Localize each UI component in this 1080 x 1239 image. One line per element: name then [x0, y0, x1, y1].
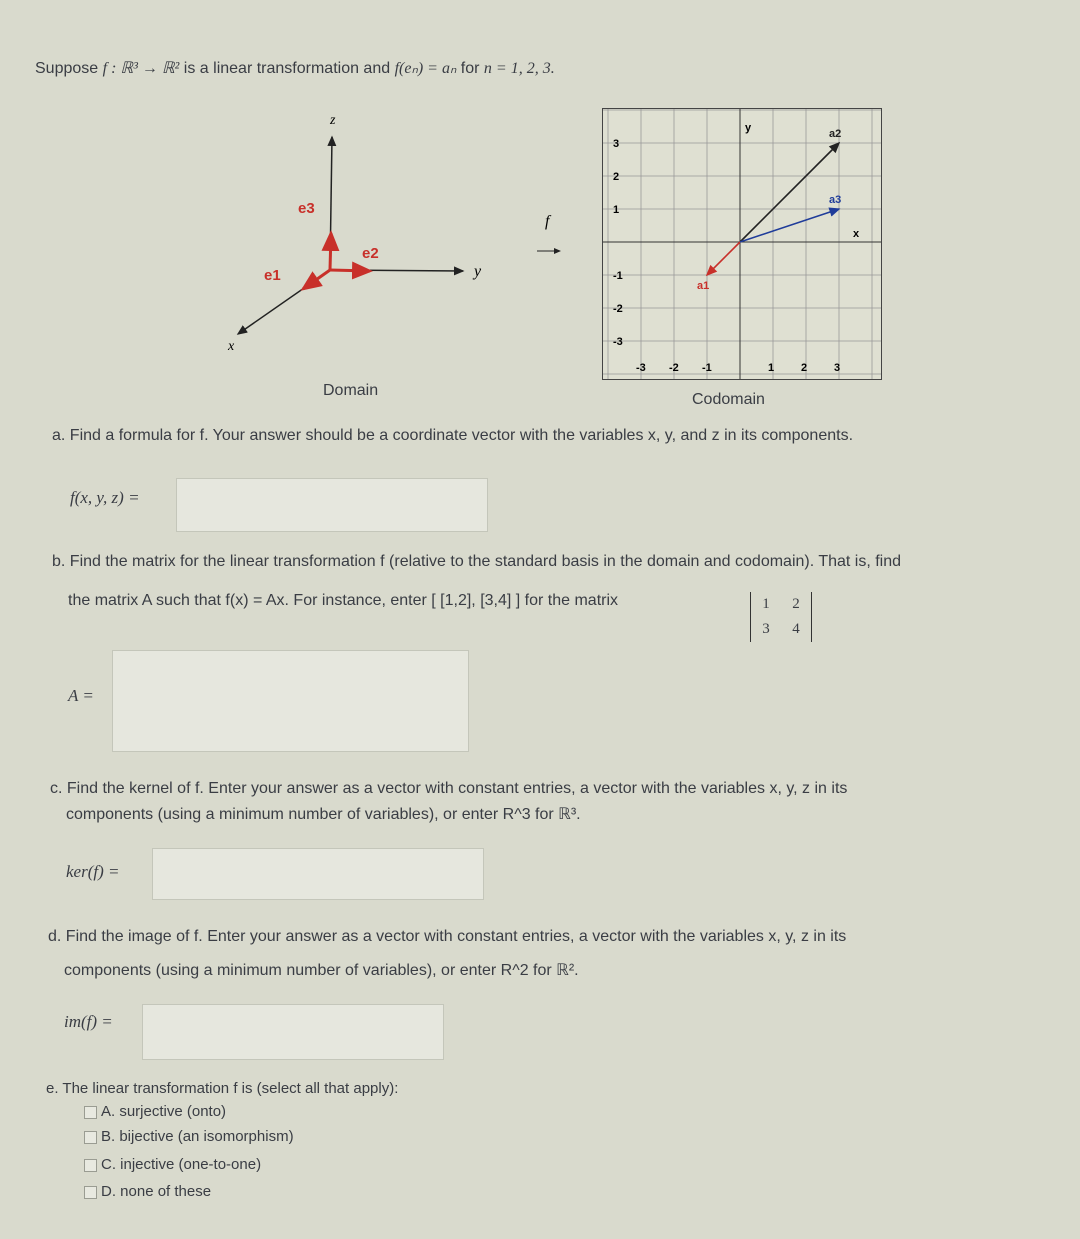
image-input[interactable] [142, 1004, 444, 1060]
option-a[interactable] [84, 1103, 226, 1120]
matrix-textarea[interactable] [112, 650, 469, 752]
checkbox[interactable] [84, 1106, 97, 1119]
x-label: x [228, 339, 235, 354]
answer-c-label: ker(f) = [66, 862, 120, 881]
y-tick-label: 3 [613, 138, 620, 150]
answer-b-label: A = [68, 686, 94, 705]
example-matrix [750, 592, 812, 642]
option-label: B. bijective (an isomorphism) [101, 1128, 294, 1145]
intro-text: Suppose [35, 60, 99, 77]
a3-vector [740, 209, 839, 242]
x-tick-label: -2 [669, 362, 679, 374]
matrix-entry: 2 [792, 596, 800, 612]
checkbox[interactable] [84, 1131, 97, 1144]
problem-intro [35, 58, 555, 78]
a1-label: a1 [697, 280, 710, 292]
matrix-entry: 3 [762, 621, 770, 637]
question-b-line2: the matrix A such that f(x) = Ax. For instance, enter [ [1,2], [3,4] ] for the matrix [68, 592, 619, 609]
x-tick-label: -3 [636, 362, 646, 374]
e1-vector [303, 270, 330, 289]
question-d-line1: d. Find the image of f. Enter your answer as a vector with constant entries, a vector with the variables x, y, z in its [48, 928, 847, 945]
option-d[interactable] [84, 1183, 211, 1200]
option-label: D. none of these [101, 1183, 212, 1200]
x-tick-label: 3 [834, 362, 841, 374]
e3-vector [330, 233, 331, 270]
formula-input[interactable] [176, 478, 488, 532]
option-label: A. surjective (onto) [101, 1103, 227, 1120]
answer-a-label: f(x, y, z) = [70, 488, 140, 507]
question-c-line1: c. Find the kernel of f. Enter your answer as a vector with constant entries, a vector with the variables x, y, z in its [50, 780, 848, 797]
intro-n: n = 1, 2, 3. [483, 60, 555, 77]
codomain-label: Codomain [692, 391, 765, 408]
x-tick-label: 1 [768, 362, 775, 374]
y-label: y [474, 263, 482, 280]
checkbox[interactable] [84, 1186, 97, 1199]
option-label: C. injective (one-to-one) [101, 1156, 262, 1173]
e1-label: e1 [264, 267, 281, 284]
y-axis-label: y [745, 122, 752, 134]
intro-eq: f(eₙ) = aₙ [394, 60, 457, 77]
x-tick-label: -1 [702, 362, 712, 374]
a2-vector [740, 143, 842, 242]
question-b-line1: b. Find the matrix for the linear transformation f (relative to the standard basis in the domain and codomain). That is, find [52, 553, 902, 570]
y-tick-label: -3 [613, 336, 623, 348]
map-label: f [545, 213, 550, 230]
x-axis-label: x [853, 228, 860, 240]
intro-text: is a linear transformation and [183, 60, 391, 77]
y-tick-label: 1 [613, 204, 620, 216]
intro-func: f : ℝ³ → ℝ² [102, 60, 180, 77]
a3-label: a3 [829, 194, 842, 206]
domain-figure [200, 100, 580, 400]
matrix-entry: 4 [792, 621, 800, 637]
y-tick-label: -2 [613, 303, 623, 315]
question-c-line2: components (using a minimum number of variables), or enter R^3 for ℝ³. [66, 806, 581, 823]
domain-label: Domain [323, 382, 379, 399]
matrix-entry: 1 [762, 596, 770, 612]
question-e: e. The linear transformation f is (select all that apply): [46, 1080, 399, 1097]
y-tick-label: -1 [613, 270, 623, 282]
option-c[interactable] [84, 1156, 261, 1173]
y-tick-label: 2 [613, 171, 620, 183]
checkbox[interactable] [84, 1159, 97, 1172]
a2-label: a2 [829, 128, 842, 140]
e2-label: e2 [362, 245, 379, 262]
question-a: a. Find a formula for f. Your answer should be a coordinate vector with the variables x, y, and z in its components. [52, 427, 854, 444]
intro-text: for [460, 60, 480, 77]
a1-vector [707, 242, 740, 275]
answer-d-label: im(f) = [64, 1012, 113, 1031]
x-tick-label: 2 [801, 362, 808, 374]
option-b[interactable] [84, 1128, 294, 1145]
question-d-line2: components (using a minimum number of variables), or enter R^2 for ℝ². [64, 962, 579, 979]
z-label: z [330, 113, 336, 128]
codomain-figure [602, 108, 882, 380]
e3-label: e3 [298, 200, 315, 217]
e2-vector [330, 270, 370, 271]
kernel-input[interactable] [152, 848, 484, 900]
